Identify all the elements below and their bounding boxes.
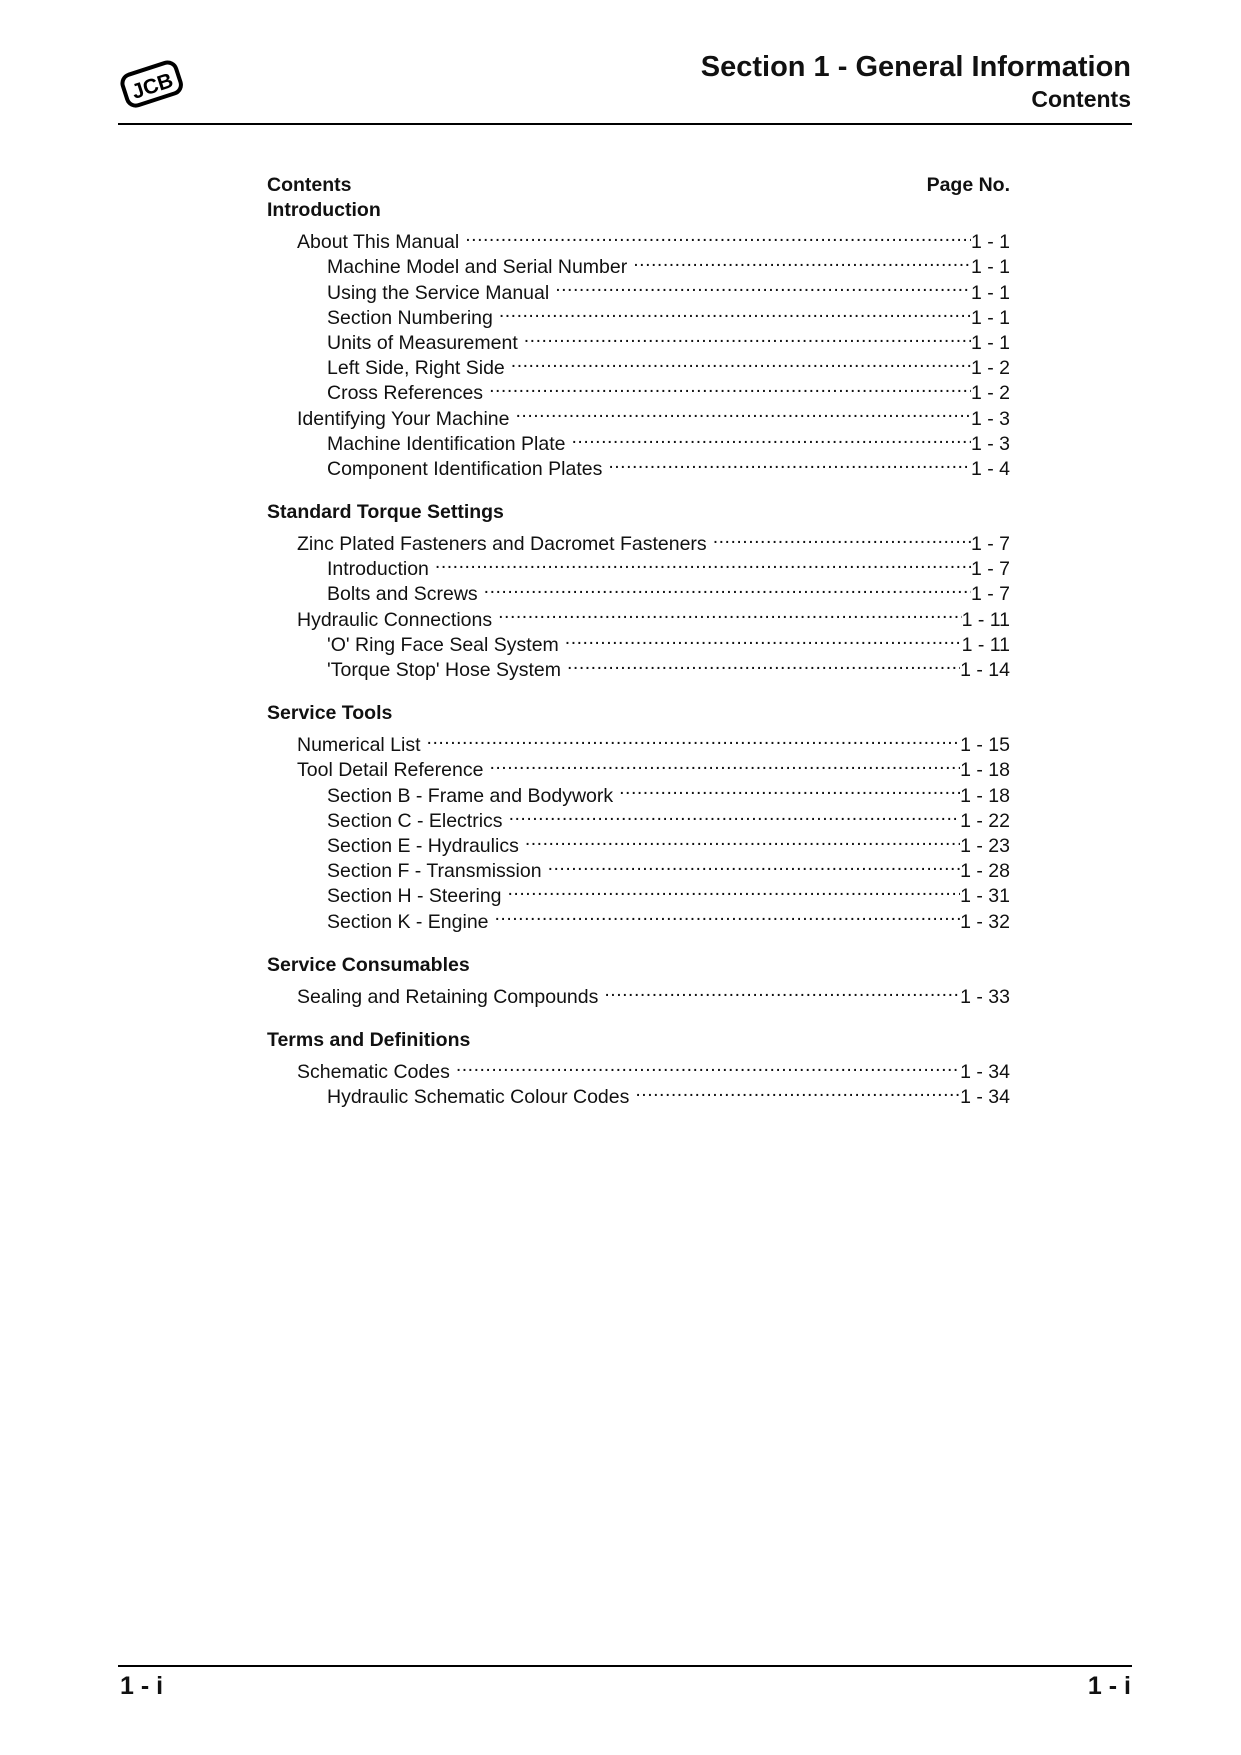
dot-leader	[565, 626, 962, 651]
toc-entry-title: Section E - Hydraulics	[327, 834, 519, 857]
toc-entry-page: 1 - 18	[960, 784, 1010, 807]
toc-entry-title: Units of Measurement	[327, 331, 518, 354]
page-header	[701, 50, 1131, 114]
dot-leader	[525, 827, 960, 852]
footer-page-number-right: 1 - i	[1087, 1672, 1131, 1700]
toc-entry-page: 1 - 22	[960, 809, 1010, 832]
toc-group-title: Service Tools	[267, 702, 393, 724]
toc-groups	[267, 198, 1010, 1109]
toc-entry-page: 1 - 1	[970, 331, 1010, 354]
toc-entry[interactable]	[267, 726, 1010, 757]
toc-entry-title: Machine Model and Serial Number	[327, 256, 628, 279]
dot-leader	[456, 1053, 960, 1078]
toc-entry[interactable]	[267, 1053, 1010, 1083]
toc-entry[interactable]	[267, 978, 1010, 1008]
toc-entry-page: 1 - 34	[960, 1086, 1010, 1109]
toc-entry[interactable]	[267, 525, 1010, 556]
dot-leader	[604, 978, 960, 1003]
dot-leader	[511, 349, 971, 374]
footer-rule	[118, 1665, 1132, 1667]
toc-entry-title: Cross References	[327, 382, 484, 405]
dot-leader	[619, 776, 960, 801]
toc-entry-page: 1 - 7	[970, 558, 1010, 581]
toc-entry-title: Identifying Your Machine	[297, 407, 510, 430]
footer-page-number-left: 1 - i	[120, 1672, 164, 1700]
toc-entry-title: 'Torque Stop' Hose System	[327, 659, 561, 681]
toc-entry-title: Sealing and Retaining Compounds	[297, 985, 599, 1008]
toc-group-title: Service Consumables	[267, 953, 470, 976]
dot-leader	[499, 299, 971, 324]
toc-entry-page: 1 - 2	[970, 357, 1010, 380]
toc-header	[267, 172, 1010, 198]
toc-group-title: Introduction	[267, 199, 381, 221]
toc-entry-title: Section F - Transmission	[327, 860, 542, 883]
toc-entry-title: Tool Detail Reference	[297, 759, 484, 782]
toc-entry-title: Component Identification Plates	[327, 457, 603, 480]
dot-leader	[509, 802, 961, 827]
toc-entry-title: Hydraulic Connections	[297, 608, 493, 631]
toc-entry-page: 1 - 33	[960, 985, 1010, 1008]
toc-header-page-no: Page No.	[926, 174, 1010, 196]
toc-entry-title: Hydraulic Schematic Colour Codes	[327, 1086, 630, 1109]
toc-entry-title: Introduction	[327, 558, 429, 581]
section-title: Section 1 - General Information	[700, 51, 1131, 83]
toc-entry-page: 1 - 2	[970, 382, 1010, 405]
dot-leader	[465, 223, 971, 248]
toc-entry-title: 'O' Ring Face Seal System	[327, 633, 559, 656]
toc-entry-title: Section K - Engine	[327, 910, 489, 933]
dot-leader	[571, 425, 970, 450]
toc-entry[interactable]	[267, 223, 1010, 254]
toc-entry-page: 1 - 1	[970, 256, 1010, 279]
toc-entry-page: 1 - 28	[960, 860, 1010, 883]
dot-leader	[555, 273, 971, 298]
toc-entry-page: 1 - 18	[960, 759, 1010, 782]
toc-entry-page: 1 - 7	[970, 533, 1010, 556]
dot-leader	[498, 600, 961, 625]
dot-leader	[635, 1078, 960, 1103]
dot-leader	[489, 751, 960, 776]
toc-group-title: Terms and Definitions	[267, 1028, 471, 1051]
dot-leader	[548, 852, 961, 877]
toc-entry-page: 1 - 32	[960, 910, 1010, 933]
toc-header-contents: Contents	[267, 174, 352, 196]
header-rule	[118, 123, 1132, 125]
toc-entry-page: 1 - 34	[960, 1060, 1010, 1083]
toc-entry-title: Schematic Codes	[297, 1060, 450, 1083]
dot-leader	[484, 575, 971, 600]
dot-leader	[427, 726, 961, 751]
toc-entry-page: 1 - 23	[960, 834, 1010, 857]
dot-leader	[515, 399, 970, 424]
toc-entry-title: Numerical List	[297, 734, 421, 757]
toc-entry-page: 1 - 3	[970, 432, 1010, 455]
toc-entry-title: Machine Identification Plate	[327, 432, 566, 455]
toc-entry-page: 1 - 11	[961, 633, 1010, 656]
toc-entry-title: Section B - Frame and Bodywork	[327, 784, 614, 807]
toc-group-title: Standard Torque Settings	[267, 500, 504, 523]
toc-entry-page: 1 - 4	[970, 457, 1010, 480]
section-subtitle: Contents	[1031, 86, 1131, 112]
toc-entry-page: 1 - 31	[960, 885, 1010, 908]
dot-leader	[713, 525, 971, 550]
dot-leader	[524, 324, 971, 349]
toc-entry-page: 1 - 1	[970, 231, 1010, 254]
toc-entry-page: 1 - 11	[961, 608, 1010, 631]
table-of-contents	[267, 172, 1010, 1109]
toc-entry-title: Left Side, Right Side	[327, 357, 505, 380]
toc-entry-title: About This Manual	[297, 231, 460, 254]
dot-leader	[567, 651, 960, 676]
toc-entry-page: 1 - 15	[960, 734, 1010, 757]
toc-entry-title: Using the Service Manual	[327, 281, 550, 304]
toc-entry-page: 1 - 7	[970, 583, 1010, 606]
toc-entry-title: Bolts and Screws	[327, 583, 478, 606]
toc-entry-page: 1 - 1	[970, 281, 1010, 304]
dot-leader	[495, 902, 961, 927]
dot-leader	[608, 450, 971, 475]
dot-leader	[633, 248, 971, 273]
dot-leader	[435, 550, 971, 575]
toc-entry-title: Section H - Steering	[327, 885, 502, 908]
toc-entry-title: Section C - Electrics	[327, 809, 503, 832]
dot-leader	[508, 877, 961, 902]
dot-leader	[489, 374, 971, 399]
toc-entry-title: Section Numbering	[327, 306, 493, 329]
toc-entry-title: Zinc Plated Fasteners and Dacromet Fasteners	[297, 533, 707, 556]
logo-text: JCB	[128, 68, 176, 104]
toc-entry-page: 1 - 14	[960, 659, 1010, 681]
toc-entry-page: 1 - 1	[970, 306, 1010, 329]
jcb-logo	[118, 54, 186, 116]
toc-entry-page: 1 - 3	[970, 407, 1010, 430]
